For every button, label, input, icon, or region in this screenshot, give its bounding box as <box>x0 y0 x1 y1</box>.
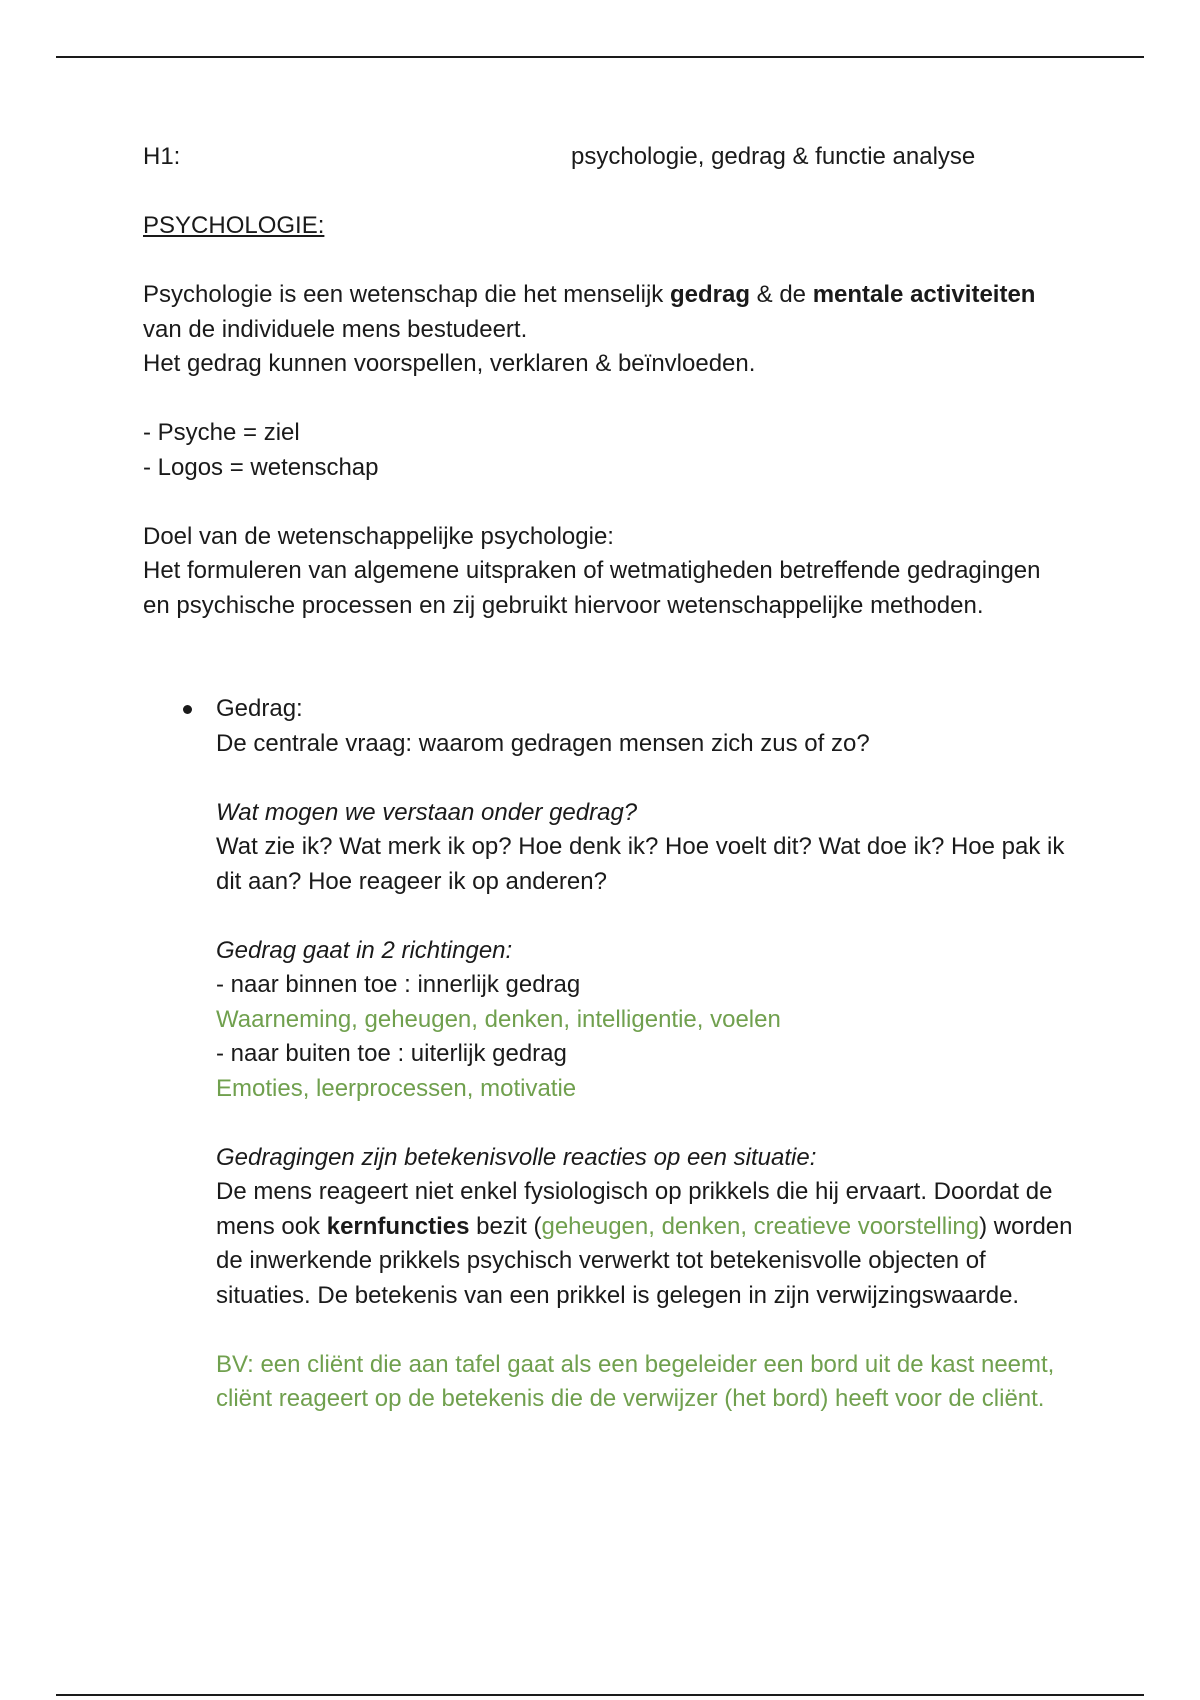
inner-behavior: - naar binnen toe : innerlijk gedrag <box>216 971 581 998</box>
document-body <box>143 140 1073 1417</box>
chapter-header <box>143 140 1073 175</box>
bullet-dot-icon <box>183 705 192 714</box>
definition-psyche: - Psyche = ziel <box>143 419 300 446</box>
outer-behavior-examples: Emoties, leerprocessen, motivatie <box>216 1074 577 1102</box>
definition-logos: - Logos = wetenschap <box>143 453 379 481</box>
chapter-title: psychologie, gedrag & functie analyse <box>571 143 976 170</box>
intro-paragraph-2: Het gedrag kunnen voorspellen, verklaren & beïnvloeden. <box>143 350 756 377</box>
chapter-label: H1: <box>143 143 181 170</box>
intro-paragraph: Psychologie is een wetenschap die het menselijk gedrag & de mentale activiteiten van de individuele mens bestudeert. <box>143 281 1036 343</box>
central-question: De centrale vraag: waarom gedragen mensen zich zus of zo? <box>216 729 870 757</box>
behavior-question-heading: Wat mogen we verstaan onder gedrag? <box>216 798 638 826</box>
bullet-title: Gedrag: <box>216 695 303 722</box>
goal-title: Doel van de wetenschappelijke psychologie: <box>143 522 614 550</box>
goal-text: Het formuleren van algemene uitspraken of wetmatigheden betreffende gedragingen en psychische processen en zij gebruikt hiervoor wetenschappelijke methoden. <box>143 557 1041 619</box>
directions-heading: Gedrag gaat in 2 richtingen: <box>216 936 513 964</box>
page-bottom-rule <box>56 1694 1144 1696</box>
reactions-heading: Gedragingen zijn betekenisvolle reacties op een situatie: <box>216 1143 817 1171</box>
bullet-gedrag <box>143 692 1073 1417</box>
section-title: PSYCHOLOGIE: <box>143 212 325 239</box>
behavior-questions: Wat zie ik? Wat merk ik op? Hoe denk ik? Hoe voelt dit? Wat doe ik? Hoe pak ik dit aan? Hoe reageer ik op anderen? <box>216 833 1065 895</box>
reactions-text: De mens reageert niet enkel fysiologisch op prikkels die hij ervaart. Doordat de mens ook kernfuncties bezit (geheugen, denken, creatieve voorstelling) worden de inwerkende prikkels psychisch verwerkt tot betekenisvolle objecten of situaties. De betekenis van een prikkel is gelegen in zijn verwijzingswaarde. <box>216 1178 1073 1309</box>
example-text: BV: een cliënt die aan tafel gaat als een begeleider een bord uit de kast neemt, cliënt reageert op de betekenis die de verwijzer (het bord) heeft voor de cliënt. <box>216 1350 1055 1412</box>
outer-behavior: - naar buiten toe : uiterlijk gedrag <box>216 1040 567 1067</box>
inner-behavior-examples: Waarneming, geheugen, denken, intelligentie, voelen <box>216 1005 781 1033</box>
page-top-rule <box>56 56 1144 58</box>
